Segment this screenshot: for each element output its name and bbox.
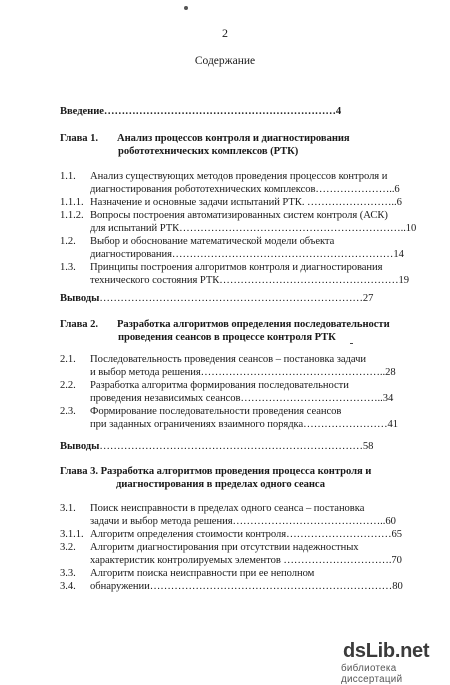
toc-entry-label: Введение (60, 106, 104, 117)
page-number: 2 (222, 26, 228, 40)
toc-entry-num: 1.1.1. (60, 197, 84, 208)
toc-entry-text: Разработка алгоритма формирования последовательности (90, 380, 349, 391)
toc-entry-label: Глава 2. (60, 319, 98, 330)
toc-conclusions-2 (60, 440, 373, 453)
toc-entry-text: Вопросы построения автоматизированных систем контроля (АСК) (90, 210, 388, 221)
toc-entry-num: 3.4. (60, 581, 76, 592)
toc-entry-num: 3.1.1. (60, 529, 84, 540)
toc-entry-text: Принципы построения алгоритмов контроля и диагностирования (90, 262, 383, 273)
toc-entry-2-2 (60, 379, 349, 392)
toc-entry-leader: …………………………………………………………………58 (99, 441, 374, 452)
toc-entry-text: Назначение и основные задачи испытаний РТК. ……………………..6 (90, 197, 402, 208)
toc-entry-num: 3.1. (60, 503, 76, 514)
scan-mark (350, 343, 353, 344)
toc-entry-text: Поиск неисправности в пределах одного сеанса – постановка (90, 503, 365, 514)
toc-entry-text: Алгоритм поиска неисправности при ее неполном (90, 568, 315, 579)
watermark-logo[interactable]: dsLib.net (343, 640, 430, 662)
toc-chapter-2 (60, 318, 390, 331)
toc-entry-num: 1.3. (60, 262, 76, 273)
toc-entry-intro (60, 105, 341, 118)
toc-entry-2-3-cont: при заданных ограничениях взаимного порядка……………………41 (90, 419, 398, 430)
toc-entry-label: Выводы (60, 293, 100, 304)
toc-entry-num: 2.1. (60, 354, 76, 365)
toc-entry-2-1 (60, 353, 366, 366)
toc-entry-3-2-cont: характеристик контролируемых элементов ………………………….70 (90, 555, 402, 566)
toc-entry-3-4 (60, 580, 403, 593)
toc-entry-num: 1.1.2. (60, 210, 84, 221)
toc-entry-3-1-cont: задачи и выбор метода решения……………………………………..60 (90, 516, 396, 527)
toc-entry-text: Алгоритм диагностирования при отсутствии надежностных (90, 542, 359, 553)
toc-entry-leader: …………………………………………………………4 (103, 106, 342, 117)
toc-entry-num: 2.3. (60, 406, 76, 417)
toc-entry-1-1-cont: диагностирования робототехнических комплексов…………………..6 (90, 184, 400, 195)
toc-entry-1-1-2 (60, 209, 388, 222)
toc-entry-1-1-1 (60, 196, 402, 209)
toc-entry-1-2 (60, 235, 334, 248)
toc-entry-3-3 (60, 567, 314, 580)
toc-entry-1-1-2-cont: для испытаний РТК………………………………………………………..10 (90, 223, 417, 234)
toc-entry-1-3 (60, 261, 382, 274)
toc-conclusions-1 (60, 292, 373, 305)
toc-entry-2-3 (60, 405, 341, 418)
toc-chapter-1-cont: робототехнических комплексов (РТК) (118, 146, 299, 157)
toc-entry-num: 3.2. (60, 542, 76, 553)
toc-entry-label: Выводы (60, 441, 100, 452)
toc-entry-text: Анализ существующих методов проведения процессов контроля и (90, 171, 388, 182)
watermark-subtitle: библиотека диссертаций (341, 663, 403, 685)
scan-speck (184, 6, 188, 10)
toc-entry-text: Выбор и обоснование математической модели объекта (90, 236, 335, 247)
toc-entry-text: Формирование последовательности проведения сеансов (90, 406, 342, 417)
toc-entry-text: Разработка алгоритмов определения последовательности (117, 319, 390, 330)
toc-title: Содержание (194, 55, 256, 67)
toc-entry-3-1 (60, 502, 364, 515)
toc-entry-3-2 (60, 541, 359, 554)
toc-entry-num: 1.1. (60, 171, 76, 182)
toc-entry-text: Последовательность проведения сеансов – постановка задачи (90, 354, 366, 365)
toc-entry-num: 2.2. (60, 380, 76, 391)
toc-chapter-3: Глава 3. Разработка алгоритмов проведения процесса контроля и (60, 466, 372, 477)
toc-entry-1-1 (60, 170, 387, 183)
toc-entry-2-1-cont: и выбор метода решения……………………………………………..28 (90, 367, 396, 378)
toc-chapter-1 (60, 132, 350, 145)
toc-chapter-2-cont: проведения сеансов в процессе контроля РТК (118, 332, 336, 343)
toc-entry-3-1-1 (60, 528, 402, 541)
toc-entry-1-2-cont: диагностирования………………………………………………………14 (90, 249, 404, 260)
toc-entry-2-2-cont: проведения независимых сеансов…………………………………..34 (90, 393, 394, 404)
toc-chapter-3-cont: диагностирования в пределах одного сеанса (116, 479, 325, 490)
toc-entry-leader: …………………………………………………………………27 (99, 293, 374, 304)
toc-entry-text: обнаружении……………………………………………………………80 (90, 581, 403, 592)
toc-entry-1-3-cont: технического состояния РТК……………………………………………19 (90, 275, 410, 286)
toc-entry-text: Алгоритм определения стоимости контроля…………………………65 (90, 529, 403, 540)
toc-entry-num: 3.3. (60, 568, 76, 579)
toc-entry-label: Глава 1. (60, 133, 98, 144)
toc-entry-text: Анализ процессов контроля и диагностирования (117, 133, 350, 144)
toc-entry-num: 1.2. (60, 236, 76, 247)
